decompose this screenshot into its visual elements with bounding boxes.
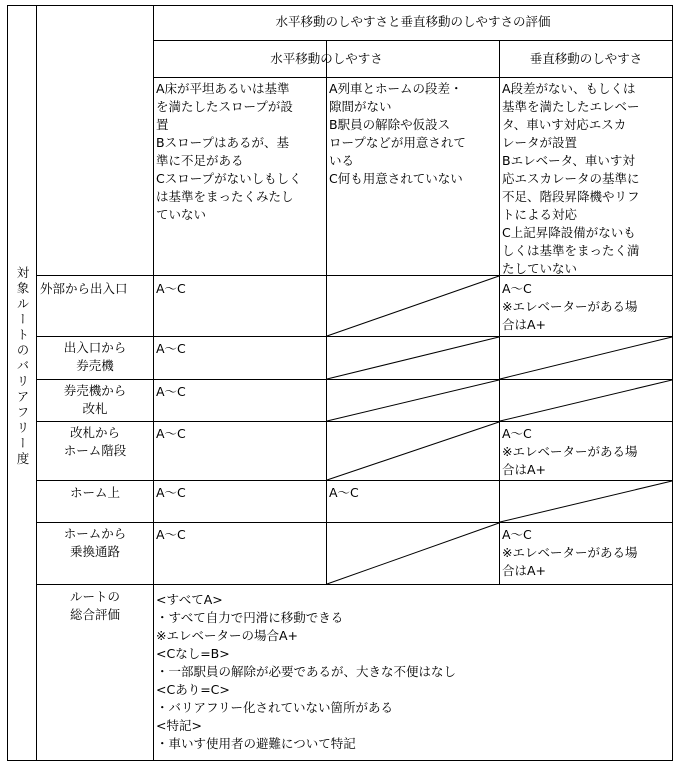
- row-0-horizontal-rating: A～C: [156, 281, 186, 296]
- diagonal-r1-v: [500, 337, 672, 379]
- diagonal-r0-h2: [327, 276, 499, 336]
- diagonal-r1-h2: [327, 337, 499, 379]
- row-label-transfer-passage: ホームから 乗換通路: [63, 526, 127, 559]
- row-label-platform-stairs: 改札から ホーム階段: [63, 425, 127, 458]
- row-5-horizontal-rating: A～C: [156, 527, 186, 542]
- row-label-entrance: 外部から出入口: [40, 281, 128, 296]
- row-4-horizontal-rating: A～C: [156, 485, 186, 500]
- row-2-horizontal-rating: A～C: [156, 384, 186, 399]
- diagonal-r2-h2: [327, 380, 499, 421]
- criteria-horizontal-floor: A床が平坦あるいは基準 を満たしたスロープが設 置 Bスロープはあるが、基 準に不足がある Cスロープがないしもしく は基準をまったくみたし ていない: [156, 81, 302, 222]
- row-0-vertical-rating: A～C ※エレベーターがある場 合はA+: [502, 281, 638, 332]
- overall-label: ルートの 総合評価: [69, 589, 120, 622]
- row-3-vertical-rating: A～C ※エレベーターがある場 合はA+: [502, 426, 638, 477]
- diagonal-r3-h2: [327, 422, 499, 480]
- row-label-ticket-machine: 出入口から 券売機: [63, 340, 127, 373]
- row-5-vertical-rating: A～C ※エレベーターがある場 合はA+: [502, 527, 638, 578]
- criteria-vertical: A段差がない、もしくは 基準を満たしたエレベー タ、車いす対応エスカ レータが設置 Bエレベータ、車いす対 応エスカレータの基準に 不足、階段昇降機やリフ トによる対応 C上記昇降設備がないも しくは基準をまったく満 たしていない: [502, 81, 640, 276]
- row-1-horizontal-rating: A～C: [156, 341, 186, 356]
- diagonal-r2-v: [500, 380, 672, 421]
- row-label-ticket-gate: 券売機から 改札: [63, 383, 127, 416]
- row-3-horizontal-rating: A～C: [156, 426, 186, 441]
- diagonal-r5-h2: [327, 523, 499, 584]
- side-label: 対象ルートのバリアフリー度: [15, 266, 30, 468]
- header-horizontal: 水平移動のしやすさ: [270, 51, 383, 66]
- criteria-horizontal-platform: A列車とホームの段差・ 隙間がない B駅員の解除や仮設ス ロープなどが用意されて いる C何も用意されていない: [329, 81, 466, 186]
- header-main: 水平移動のしやすさと垂直移動のしやすさの評価: [275, 14, 551, 29]
- overall-text: <すべてA> ・すべて自力で円滑に移動できる ※エレベーターの場合A+ <Cなし=B> ・一部駅員の解除が必要であるが、大きな不便はなし <Cあり=C> ・バリアフリー化されていない箇所がある <特記> ・車いす使用者の避難について特記: [156, 592, 457, 751]
- header-vertical: 垂直移動のしやすさ: [529, 51, 643, 66]
- row-label-platform: ホーム上: [69, 485, 120, 500]
- row-4-platform-gap-rating: A～C: [329, 485, 359, 500]
- diagonal-r4-v: [500, 481, 672, 522]
